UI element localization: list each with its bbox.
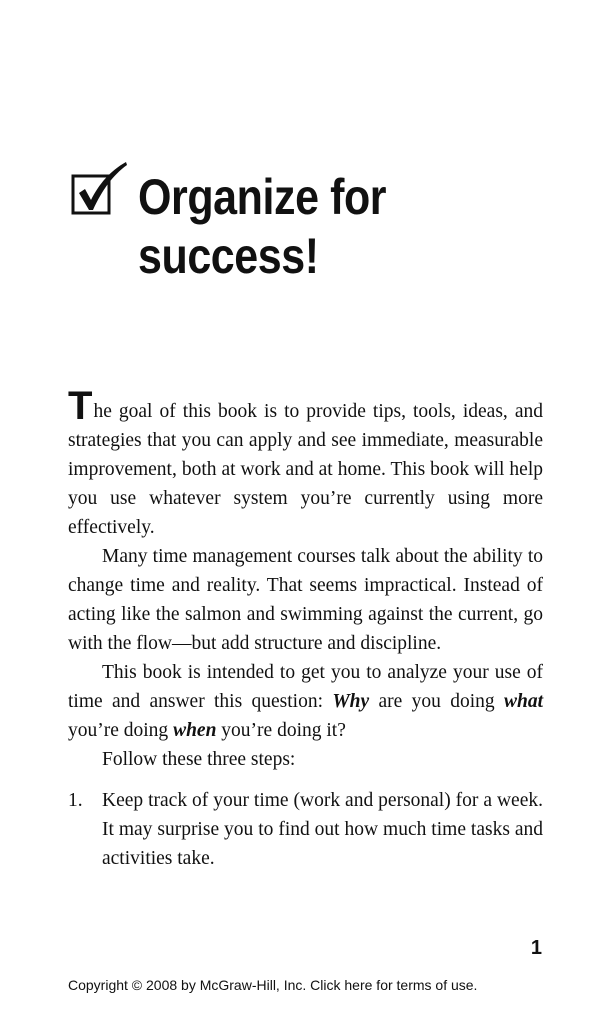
paragraph-3-text-c: you’re doing [68, 720, 174, 741]
list-item-number: 1. [68, 790, 83, 811]
checkbox-check-icon [70, 160, 128, 218]
emphasis-why: Why [332, 691, 370, 712]
list-item-text: Keep track of your time (work and personal) for a week. It may surprise you to find out how much time tasks and activities take. [102, 790, 543, 869]
emphasis-when: when [173, 720, 217, 741]
terms-of-use-link[interactable]: Click here for terms of use. [310, 977, 478, 993]
chapter-heading [70, 160, 550, 290]
emphasis-what: what [503, 691, 543, 712]
page-number: 1 [530, 937, 542, 959]
steps-list [68, 786, 543, 873]
paragraph-1 [68, 384, 543, 542]
copyright-text: Copyright © 2008 by McGraw-Hill, Inc. [68, 977, 311, 993]
chapter-title-line-1: Organize for [138, 169, 387, 225]
paragraph-3-text-b: are you doing [369, 691, 504, 712]
copyright-notice [68, 976, 477, 994]
paragraph-4: Follow these three steps: [102, 749, 296, 770]
paragraph-1-text: he goal of this book is to provide tips, tools, ideas, and strategies that you can apply and see immediate, measurable improvement, both at work and at home. This book will help you use whatever system you’re currently using more effectively. [68, 401, 543, 538]
paragraph-3-text-d: you’re doing it? [216, 720, 346, 741]
paragraph-3 [68, 658, 543, 745]
drop-cap: T [68, 384, 93, 428]
paragraph-3-text-a: This book is intended to get you to analyze your use of time and answer this question: [68, 662, 543, 712]
chapter-title-line-2: success! [138, 228, 319, 284]
list-item [68, 786, 543, 873]
chapter-title [138, 168, 386, 286]
paragraph-2: Many time management courses talk about the ability to change time and reality. That seems impractical. Instead of acting like the salmon and swimming against the current, go with the flow—but add structure and discipline. [68, 546, 543, 654]
body-text [68, 384, 543, 873]
